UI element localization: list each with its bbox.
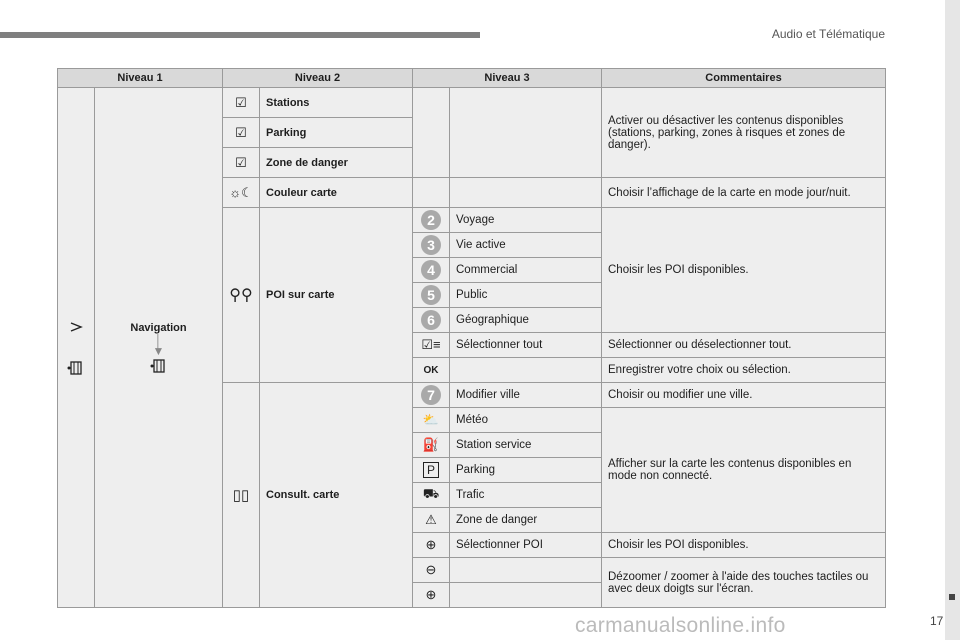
empty-cell <box>450 88 602 178</box>
row-consult-map[interactable]: Consult. carte <box>260 383 413 608</box>
checkbox-icon[interactable]: ☑ <box>223 118 260 148</box>
consult-station-service[interactable]: Station service <box>450 433 602 458</box>
step-badge: 7 <box>421 385 441 405</box>
section-title: Audio et Télématique <box>771 27 885 41</box>
map-icon[interactable]: ▯▯ <box>223 383 260 608</box>
level1-icons <box>58 88 95 608</box>
comment-save-choice: Enregistrer votre choix ou sélection. <box>602 358 886 383</box>
comment-day-night: Choisir l’affichage de la carte en mode jour/nuit. <box>602 178 886 208</box>
poi-voyage[interactable]: Voyage <box>450 208 602 233</box>
step-badge: 3 <box>421 235 441 255</box>
comment-choose-poi-2: Choisir les POI disponibles. <box>602 533 886 558</box>
select-all[interactable]: Sélectionner tout <box>450 333 602 358</box>
add-poi-icon[interactable]: ⊕ <box>413 533 450 558</box>
col-header-comments: Commentaires <box>602 69 886 88</box>
modify-city[interactable]: Modifier ville <box>450 383 602 408</box>
comment-choose-poi: Choisir les POI disponibles. <box>602 208 886 333</box>
comment-zoom: Dézoomer / zoomer à l'aide des touches tactiles ou avec deux doigts sur l'écran. <box>602 558 886 608</box>
comment-modify-city: Choisir ou modifier une ville. <box>602 383 886 408</box>
checkbox-icon[interactable]: ☑ <box>223 88 260 118</box>
settings-icon <box>149 358 169 374</box>
comment-offline-content: Afficher sur la carte les contenus disponibles en mode non connecté. <box>602 408 886 533</box>
select-poi[interactable]: Sélectionner POI <box>450 533 602 558</box>
down-arrow-icon: │ ▼ <box>152 333 165 358</box>
ok-button[interactable]: OK <box>413 358 450 383</box>
row-parking[interactable]: Parking <box>260 118 413 148</box>
comment-select-all: Sélectionner ou déselectionner tout. <box>602 333 886 358</box>
edge-marker <box>949 594 955 600</box>
settings-icon <box>66 360 86 376</box>
weather-icon[interactable]: ⛅ <box>413 408 450 433</box>
poi-vie-active[interactable]: Vie active <box>450 233 602 258</box>
col-header-level1: Niveau 1 <box>58 69 223 88</box>
poi-geographique[interactable]: Géographique <box>450 308 602 333</box>
zoom-out-icon[interactable]: ⊖ <box>413 558 450 583</box>
consult-meteo[interactable]: Météo <box>450 408 602 433</box>
parking-icon[interactable]: P <box>413 458 450 483</box>
row-stations[interactable]: Stations <box>260 88 413 118</box>
zoom-in-icon[interactable]: ⊕ <box>413 583 450 608</box>
row-map-color[interactable]: Couleur carte <box>260 178 413 208</box>
col-header-level3: Niveau 3 <box>413 69 602 88</box>
poi-commercial[interactable]: Commercial <box>450 258 602 283</box>
empty-cell <box>450 583 602 608</box>
checkbox-icon[interactable]: ☑ <box>223 148 260 178</box>
row-danger-zone[interactable]: Zone de danger <box>260 148 413 178</box>
select-list-icon[interactable]: ☑≡ <box>413 333 450 358</box>
empty-cell <box>450 358 602 383</box>
step-badge: 5 <box>421 285 441 305</box>
day-night-icon[interactable]: ☼☾ <box>223 178 260 208</box>
warning-icon[interactable]: ⚠ <box>413 508 450 533</box>
poi-icon[interactable]: ⚲⚲ <box>223 208 260 383</box>
consult-trafic[interactable]: Trafic <box>450 483 602 508</box>
step-badge: 2 <box>421 210 441 230</box>
row-poi-map[interactable]: POI sur carte <box>260 208 413 383</box>
consult-parking[interactable]: Parking <box>450 458 602 483</box>
col-header-level2: Niveau 2 <box>223 69 413 88</box>
navigation-arrow-icon <box>69 320 83 334</box>
traffic-icon[interactable]: ⛟ <box>413 483 450 508</box>
navigation-menu-table <box>57 68 886 608</box>
step-badge: 6 <box>421 310 441 330</box>
empty-cell <box>450 178 602 208</box>
consult-danger-zone[interactable]: Zone de danger <box>450 508 602 533</box>
comment-activate: Activer ou désactiver les contenus disponibles (stations, parking, zones à risques et zones de danger). <box>602 88 886 178</box>
empty-cell <box>413 88 450 178</box>
empty-cell <box>413 178 450 208</box>
page-edge-strip <box>945 0 960 640</box>
level1-navigation-cell[interactable] <box>95 88 223 608</box>
empty-cell <box>450 558 602 583</box>
fuel-station-icon[interactable]: ⛽ <box>413 433 450 458</box>
step-badge: 4 <box>421 260 441 280</box>
page-number: 17 <box>930 614 944 628</box>
watermark: carmanualsonline.info <box>575 614 786 637</box>
header-bar <box>0 32 480 38</box>
poi-public[interactable]: Public <box>450 283 602 308</box>
navigation-label: Navigation <box>130 321 187 334</box>
